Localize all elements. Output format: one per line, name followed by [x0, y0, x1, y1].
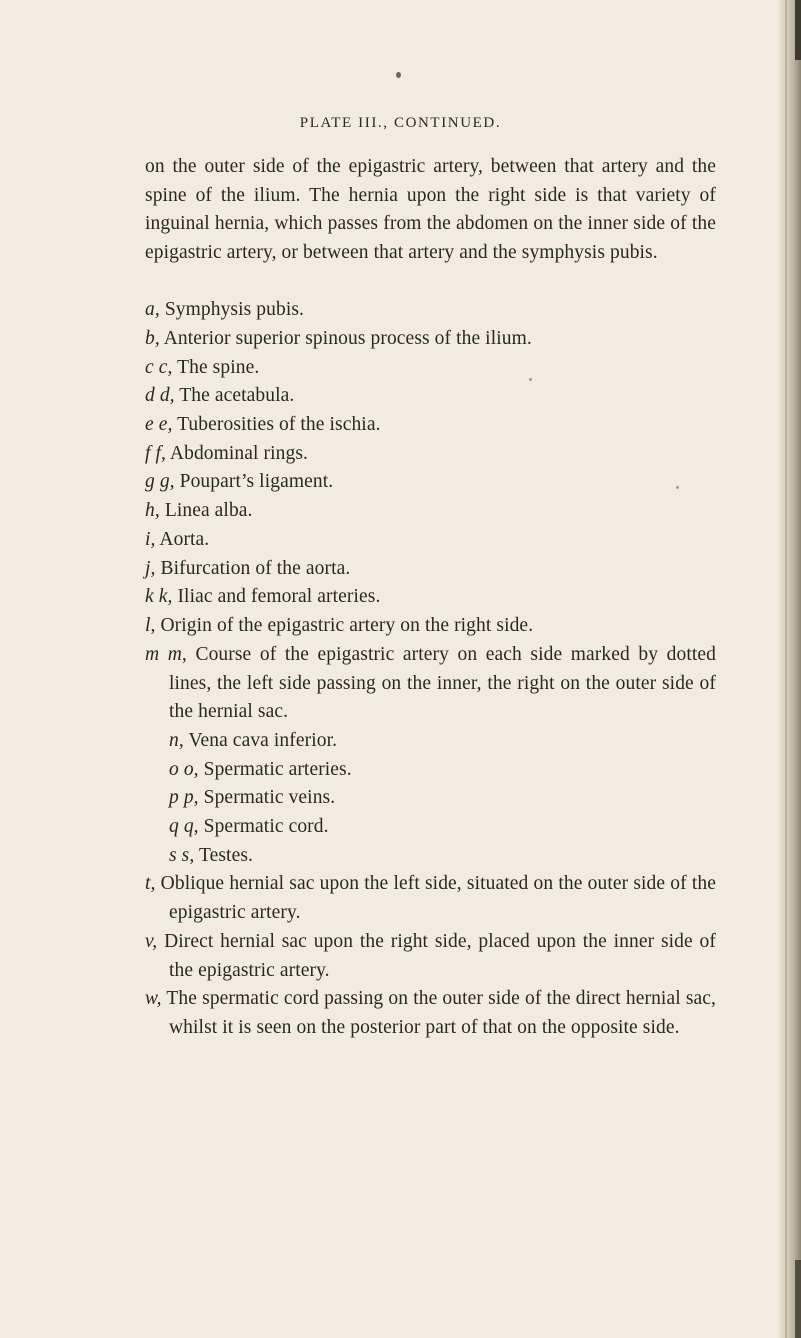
- legend-item: [169, 813, 329, 842]
- legend-key: i,: [145, 529, 156, 550]
- page-edge-shadow: [795, 1260, 801, 1338]
- legend-key: c c,: [145, 357, 173, 378]
- legend-key: f f,: [145, 443, 166, 464]
- legend-key: k k,: [145, 586, 173, 607]
- legend-key: h,: [145, 500, 160, 521]
- legend-item: [145, 497, 253, 526]
- legend-item: [169, 756, 352, 785]
- legend-text: Aorta.: [159, 529, 210, 550]
- legend-text: Spermatic veins.: [203, 787, 336, 808]
- legend-item: [145, 411, 381, 440]
- legend-text: Symphysis pubis.: [164, 299, 305, 320]
- legend-key: a,: [145, 299, 160, 320]
- legend-key: n,: [169, 730, 184, 751]
- ink-speck: [529, 378, 532, 381]
- legend-key: q q,: [169, 816, 199, 837]
- legend-item: [145, 870, 716, 927]
- page-edge-shadow: [795, 0, 801, 60]
- legend-text: Testes.: [198, 845, 253, 866]
- legend-text: Course of the epigastric artery on each side marked by dotted lines, the left side passing on the inner, the right on the outer side of the hernial sac.: [169, 644, 717, 723]
- legend-item: [145, 440, 308, 469]
- legend-item: [169, 784, 335, 813]
- legend-key: e e,: [145, 414, 173, 435]
- legend-item: [145, 583, 380, 612]
- legend-text: Oblique hernial sac upon the left side, situated on the outer side of the epigastric artery.: [160, 873, 716, 923]
- legend-key: o o,: [169, 759, 199, 780]
- legend-item: [145, 354, 259, 383]
- page-edge: [779, 0, 801, 1338]
- ink-speck: [396, 72, 401, 78]
- page-edge-line: [785, 0, 787, 1338]
- legend-text: Bifurcation of the aorta.: [160, 558, 351, 579]
- legend-text: Origin of the epigastric artery on the right side.: [160, 615, 534, 636]
- legend-text: Linea alba.: [164, 500, 253, 521]
- legend-item: [145, 928, 716, 985]
- legend-text: The acetabula.: [179, 385, 295, 406]
- legend-text: Iliac and femoral arteries.: [177, 586, 381, 607]
- legend-item: [145, 296, 304, 325]
- legend-item: [145, 641, 716, 727]
- legend-text: Abdominal rings.: [169, 443, 308, 464]
- legend-key: b,: [145, 328, 160, 349]
- legend-text: The spine.: [177, 357, 260, 378]
- legend-item: [145, 526, 209, 555]
- legend-text: The spermatic cord passing on the outer side of the direct hernial sac, whilst it is seen on the posterior part of that on the opposite side.: [166, 988, 716, 1038]
- legend-item: [169, 842, 253, 871]
- ink-speck: [676, 486, 679, 489]
- legend-key: g g,: [145, 471, 175, 492]
- legend-item: [145, 325, 532, 354]
- legend-key: t,: [145, 873, 156, 894]
- legend-key: p p,: [169, 787, 199, 808]
- page-heading: PLATE III., CONTINUED.: [299, 115, 502, 131]
- legend-key: s s,: [169, 845, 195, 866]
- intro-paragraph: on the outer side of the epigastric artery, between that artery and the spine of the ilium. The hernia upon the right side is that variety of inguinal hernia, which passes from the abdomen on the inner side of the epigastric artery, or between that artery and the symphysis pubis.: [145, 156, 716, 264]
- legend-item: [145, 382, 294, 411]
- legend-item: [145, 985, 716, 1042]
- legend-text: Poupart’s ligament.: [179, 471, 334, 492]
- legend-text: Spermatic cord.: [203, 816, 329, 837]
- legend-text: Anterior superior spinous process of the ilium.: [163, 328, 532, 349]
- legend-text: Vena cava inferior.: [188, 730, 338, 751]
- legend-key: d d,: [145, 385, 175, 406]
- legend-key: w,: [145, 988, 162, 1009]
- legend-item: [145, 612, 533, 641]
- legend-key: v,: [145, 931, 158, 952]
- legend-item: [145, 468, 333, 497]
- legend-text: Tuberosities of the ischia.: [177, 414, 381, 435]
- legend-key: l,: [145, 615, 156, 636]
- legend-item: [169, 727, 337, 756]
- legend-text: Direct hernial sac upon the right side, placed upon the inner side of the epigastric artery.: [164, 931, 716, 981]
- legend-key: j,: [145, 558, 156, 579]
- legend-text: Spermatic arteries.: [203, 759, 352, 780]
- legend-key: m m,: [145, 644, 187, 665]
- legend-item: [145, 555, 350, 584]
